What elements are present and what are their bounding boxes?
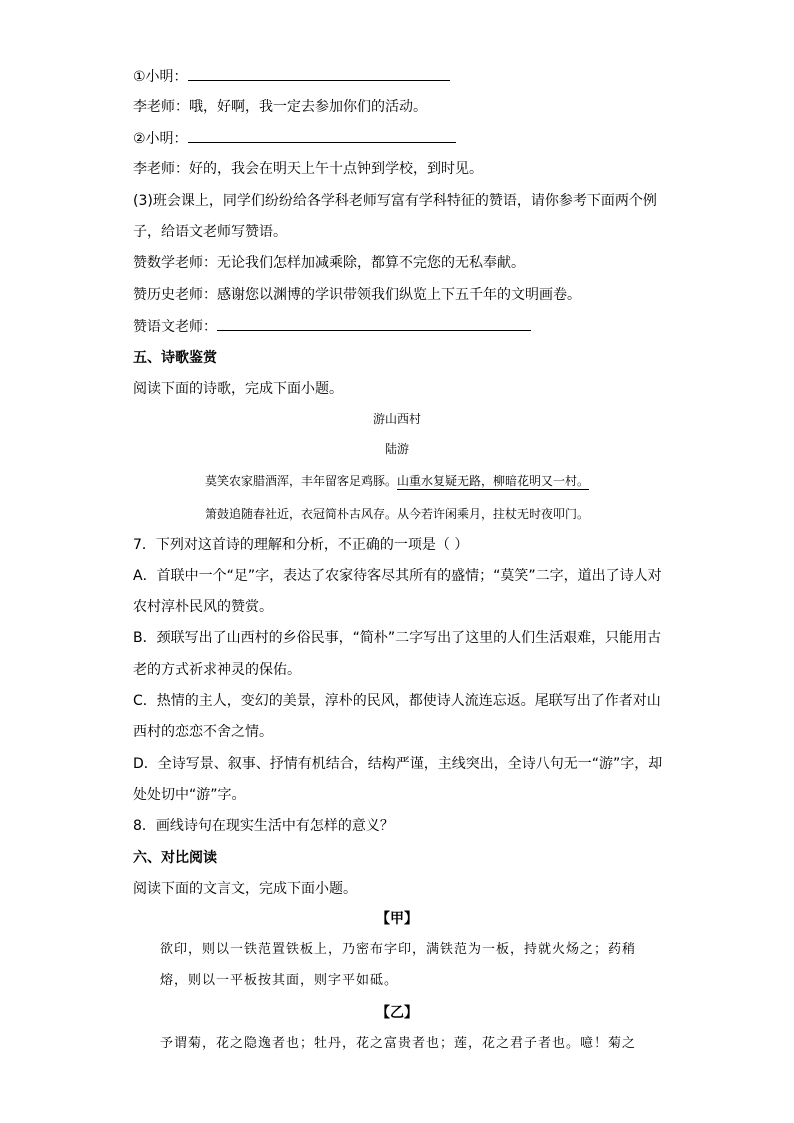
section5-heading: 五、诗歌鉴赏: [133, 350, 217, 366]
section5-instruction: 阅读下面的诗歌，完成下面小题。: [133, 381, 343, 397]
section6-heading: 六、对比阅读: [133, 850, 217, 866]
poem-line-2: 箫鼓追随春社近，衣冠简朴古风存。从今若许闲乘月，拄杖无时夜叩门。: [204, 507, 589, 521]
q2-answer-blank[interactable]: [188, 128, 456, 143]
poem-underlined-verse: 山重水复疑无路，柳暗花明又一村。: [397, 474, 590, 488]
chinese-teacher-label: 赞语文老师：: [133, 319, 217, 335]
teacher-reply-1: 李老师：哦，好啊，我一定去参加你们的活动。: [133, 99, 427, 115]
poem-line-1: [0, 472, 794, 490]
q2-label: ②小明：: [133, 131, 188, 147]
passage-yi-label: 【乙】: [376, 1005, 418, 1021]
question7-option-a-line2: 农村淳朴民风的赞赏。: [133, 599, 273, 615]
dialogue-q1: [133, 66, 450, 87]
question7-option-c-line2: 西村的恋恋不舍之情。: [133, 724, 273, 740]
question7-option-b-line1: B．颈联写出了山西村的乡俗民事，“简朴”二字写出了这里的人们生活艰难，只能用古: [133, 630, 662, 646]
question3-line2: 子，给语文老师写赞语。: [133, 224, 287, 240]
question7-option-c-line1: C．热情的主人，变幻的美景，淳朴的民风，都使诗人流连忘返。尾联写出了作者对山: [133, 693, 661, 709]
q1-answer-blank[interactable]: [188, 66, 450, 81]
poem-title: 游山西村: [372, 412, 421, 426]
question7-option-d-line2: 处处切中“游”字。: [133, 787, 246, 803]
question7-stem: 7．下列对这首诗的理解和分析，不正确的一项是（ ）: [133, 537, 469, 553]
passage-jia-label: 【甲】: [376, 911, 418, 927]
chinese-teacher-answer-blank[interactable]: [217, 316, 531, 331]
poem-author: 陆游: [384, 442, 409, 456]
question8-stem: 8．画线诗句在现实生活中有怎样的意义？: [133, 818, 394, 834]
teacher-reply-2: 李老师：好的，我会在明天上午十点钟到学校，到时见。: [133, 161, 483, 177]
question7-option-a-line1: A．首联中一个“足”字，表达了农家待客尽其所有的盛情；“莫笑”二字，道出了诗人对: [133, 568, 662, 584]
passage-yi-line1: 予谓菊，花之隐逸者也；牡丹，花之富贵者也；莲，花之君子者也。噫！菊之: [160, 1036, 637, 1051]
q1-label: ①小明：: [133, 69, 188, 85]
question7-option-d-line1: D．全诗写景、叙事、抒情有机结合，结构严谨，主线突出，全诗八句无一“游”字，却: [133, 756, 663, 772]
praise-chinese-teacher: [133, 316, 531, 337]
question7-option-b-line2: 老的方式祈求神灵的保佑。: [133, 662, 301, 678]
passage-jia-line2: 熔，则以一平板按其面，则字平如砥。: [160, 973, 399, 988]
section6-instruction: 阅读下面的文言文，完成下面小题。: [133, 881, 357, 897]
dialogue-q2: [133, 128, 456, 149]
praise-math-teacher: 赞数学老师：无论我们怎样加减乘除，都算不完您的无私奉献。: [133, 255, 525, 271]
poem-line-1-first-half: 莫笑农家腊酒浑，丰年留客足鸡豚。: [204, 474, 397, 488]
question3-line1: (3)班会课上，同学们纷纷给各学科老师写富有学科特征的赞语，请你参考下面两个例: [133, 193, 657, 209]
praise-history-teacher: 赞历史老师：感谢您以渊博的学识带领我们纵览上下五千年的文明画卷。: [133, 287, 581, 303]
passage-jia-line1: 欲印，则以一铁范置铁板上，乃密布字印，满铁范为一板，持就火炀之；药稍: [160, 942, 637, 957]
